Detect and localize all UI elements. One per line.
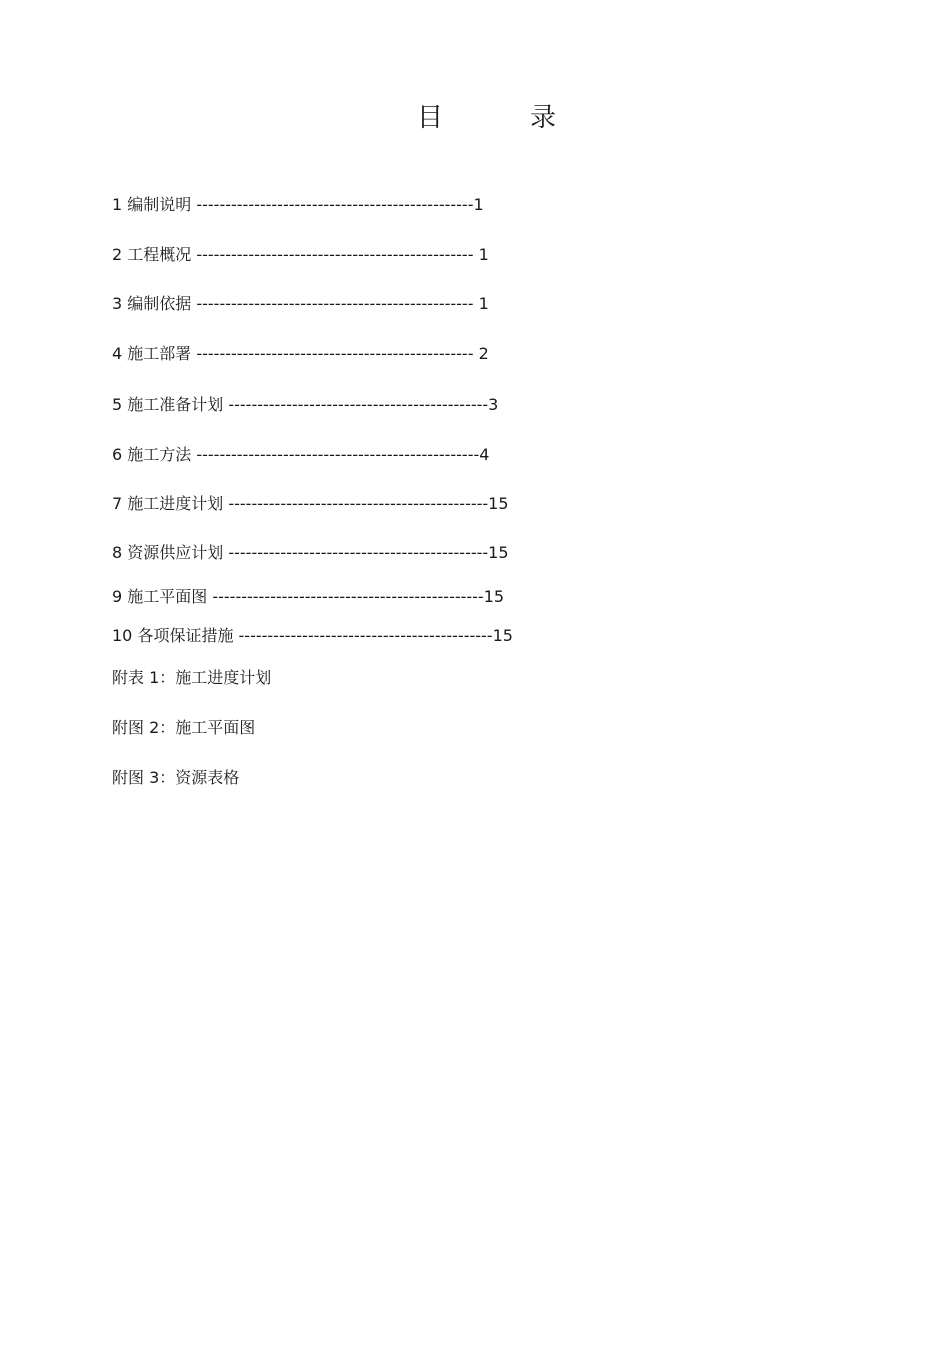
toc-entry-2[interactable]: 2 工程概况 ------------------------------------------------ 1	[112, 245, 489, 264]
toc-title-char-2: 录	[530, 103, 557, 133]
toc-entry-7[interactable]: 7 施工进度计划 ---------------------------------------------15	[112, 494, 509, 513]
toc-entry-9[interactable]: 9 施工平面图 -----------------------------------------------15	[112, 587, 505, 606]
toc-title-char-1: 目	[417, 103, 444, 133]
appendix-figure-3[interactable]: 附图 3：资源表格	[112, 768, 240, 787]
appendix-table-1[interactable]: 附表 1：施工进度计划	[112, 668, 272, 687]
toc-entry-10[interactable]: 10 各项保证措施 --------------------------------------------15	[112, 626, 513, 645]
toc-entry-4[interactable]: 4 施工部署 ------------------------------------------------ 2	[112, 344, 489, 363]
appendix-figure-2[interactable]: 附图 2：施工平面图	[112, 718, 256, 737]
toc-entry-5[interactable]: 5 施工准备计划 ---------------------------------------------3	[112, 395, 499, 414]
toc-entry-8[interactable]: 8 资源供应计划 ---------------------------------------------15	[112, 543, 509, 562]
toc-entry-6[interactable]: 6 施工方法 -------------------------------------------------4	[112, 445, 490, 464]
toc-entry-1[interactable]: 1 编制说明 ------------------------------------------------1	[112, 195, 484, 214]
toc-entry-3[interactable]: 3 编制依据 ------------------------------------------------ 1	[112, 294, 489, 313]
toc-title	[0, 100, 950, 136]
